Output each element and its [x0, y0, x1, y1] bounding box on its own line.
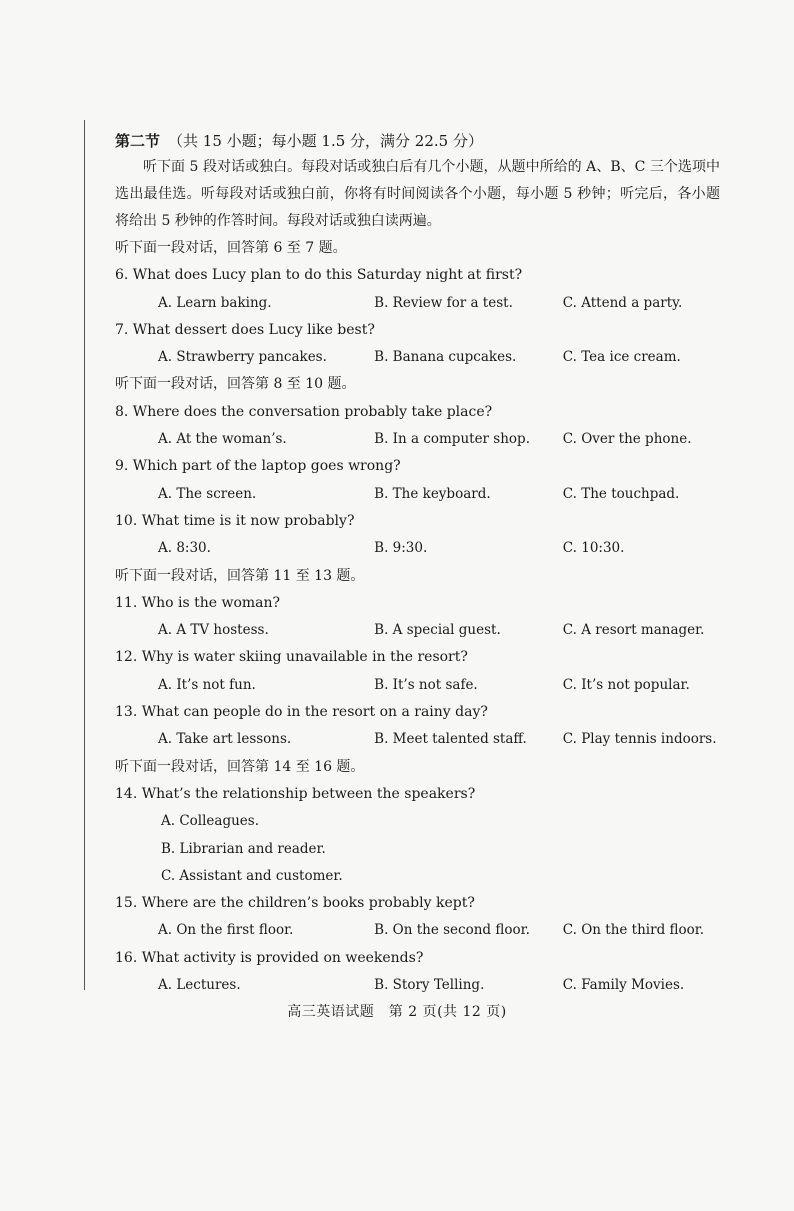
answer-option-b: B. Librarian and reader.: [161, 840, 326, 857]
answer-option-b: B. Banana cupcakes.: [374, 349, 517, 366]
question-stem: 7. What dessert does Lucy like best?: [115, 321, 375, 338]
answer-options: [115, 290, 720, 317]
section-instruction: （共 15 小题；每小题 1.5 分，满分 22.5 分）: [168, 132, 483, 150]
answer-option-b: B. A special guest.: [374, 622, 501, 639]
answer-option-c: C. A resort manager.: [562, 622, 705, 639]
question-stem: 10. What time is it now probably?: [115, 512, 355, 529]
answer-option-b: B. In a computer shop.: [374, 431, 530, 448]
section-intro: 听下面 5 段对话或独白。每段对话或独白后有几个小题，从题中所给的 A、B、C 三个选项中选出最佳选。听每段对话或独白前，你将有时间阅读各个小题，每小题 5 秒钟；听完后，各小题将给出 5 秒钟的作答时间。每段对话或独白读两遍。: [115, 159, 720, 229]
conversation-heading: 听下面一段对话，回答第 11 至 13 题。: [115, 567, 365, 584]
answer-options: [115, 426, 720, 453]
answer-option-c: C. Attend a party.: [562, 294, 683, 311]
answer-options: [115, 672, 720, 699]
question-stem: 8. Where does the conversation probably take place?: [115, 403, 493, 420]
section-header: [115, 128, 720, 154]
question-stem: 6. What does Lucy plan to do this Saturday night at first?: [115, 267, 523, 284]
answer-option-b: B. Review for a test.: [374, 294, 513, 311]
answer-option-b: B. Meet talented staff.: [374, 731, 527, 748]
answer-option-c: C. Tea ice cream.: [562, 349, 681, 366]
answer-option-c: C. Assistant and customer.: [161, 867, 343, 884]
answer-option-c: C. Play tennis indoors.: [562, 731, 717, 748]
answer-option-c: C. 10:30.: [562, 540, 625, 557]
answer-option-a: A. The screen.: [158, 485, 257, 502]
answer-option-b: B. It’s not safe.: [374, 676, 478, 693]
question-stem: 12. Why is water skiing unavailable in the resort?: [115, 649, 468, 666]
answer-option-c: C. Over the phone.: [562, 431, 692, 448]
answer-option-a: A. Colleagues.: [161, 813, 260, 830]
conversation-heading: 听下面一段对话，回答第 6 至 7 题。: [115, 240, 347, 256]
answer-options: [115, 481, 720, 508]
answer-option-c: C. The touchpad.: [562, 485, 680, 502]
question-stem: 15. Where are the children’s books probably kept?: [115, 895, 475, 912]
binding-margin-line: [84, 120, 85, 990]
section-label: 第二节: [115, 132, 161, 150]
answer-option-a: A. A TV hostess.: [158, 622, 269, 639]
answer-options: [115, 917, 720, 944]
answer-options: [115, 617, 720, 644]
answer-options: [115, 972, 720, 999]
exam-page: [115, 128, 720, 999]
answer-option-a: A. Learn baking.: [158, 294, 272, 311]
answer-option-a: A. Take art lessons.: [158, 731, 292, 748]
answer-option-b: B. 9:30.: [374, 540, 428, 557]
answer-option-a: A. At the woman’s.: [158, 431, 287, 448]
question-stem: 14. What’s the relationship between the speakers?: [115, 785, 476, 802]
page-footer: 高三英语试题 第 2 页(共 12 页): [287, 1004, 507, 1020]
conversation-heading: 听下面一段对话，回答第 8 至 10 题。: [115, 376, 356, 393]
answer-option-b: B. On the second floor.: [374, 922, 530, 939]
answer-option-b: B. The keyboard.: [374, 485, 491, 502]
question-stem: 13. What can people do in the resort on a rainy day?: [115, 704, 488, 721]
answer-option-a: A. Strawberry pancakes.: [158, 349, 327, 366]
answer-option-b: B. Story Telling.: [374, 977, 485, 994]
conversation-heading: 听下面一段对话，回答第 14 至 16 题。: [115, 758, 365, 775]
answer-option-c: C. On the third floor.: [562, 922, 705, 939]
question-blocks: [115, 235, 720, 999]
question-stem: 9. Which part of the laptop goes wrong?: [115, 458, 401, 475]
question-stem: 11. Who is the woman?: [115, 594, 281, 611]
answer-options: [115, 726, 720, 753]
answer-option-a: A. 8:30.: [158, 540, 211, 557]
answer-option-a: A. On the first floor.: [158, 922, 294, 939]
answer-option-a: A. It’s not fun.: [158, 676, 256, 693]
answer-options: [115, 344, 720, 371]
question-stem: 16. What activity is provided on weekends?: [115, 949, 424, 966]
answer-option-c: C. It’s not popular.: [562, 676, 690, 693]
answer-options: [115, 535, 720, 562]
answer-option-c: C. Family Movies.: [562, 977, 685, 994]
answer-option-a: A. Lectures.: [158, 977, 241, 994]
